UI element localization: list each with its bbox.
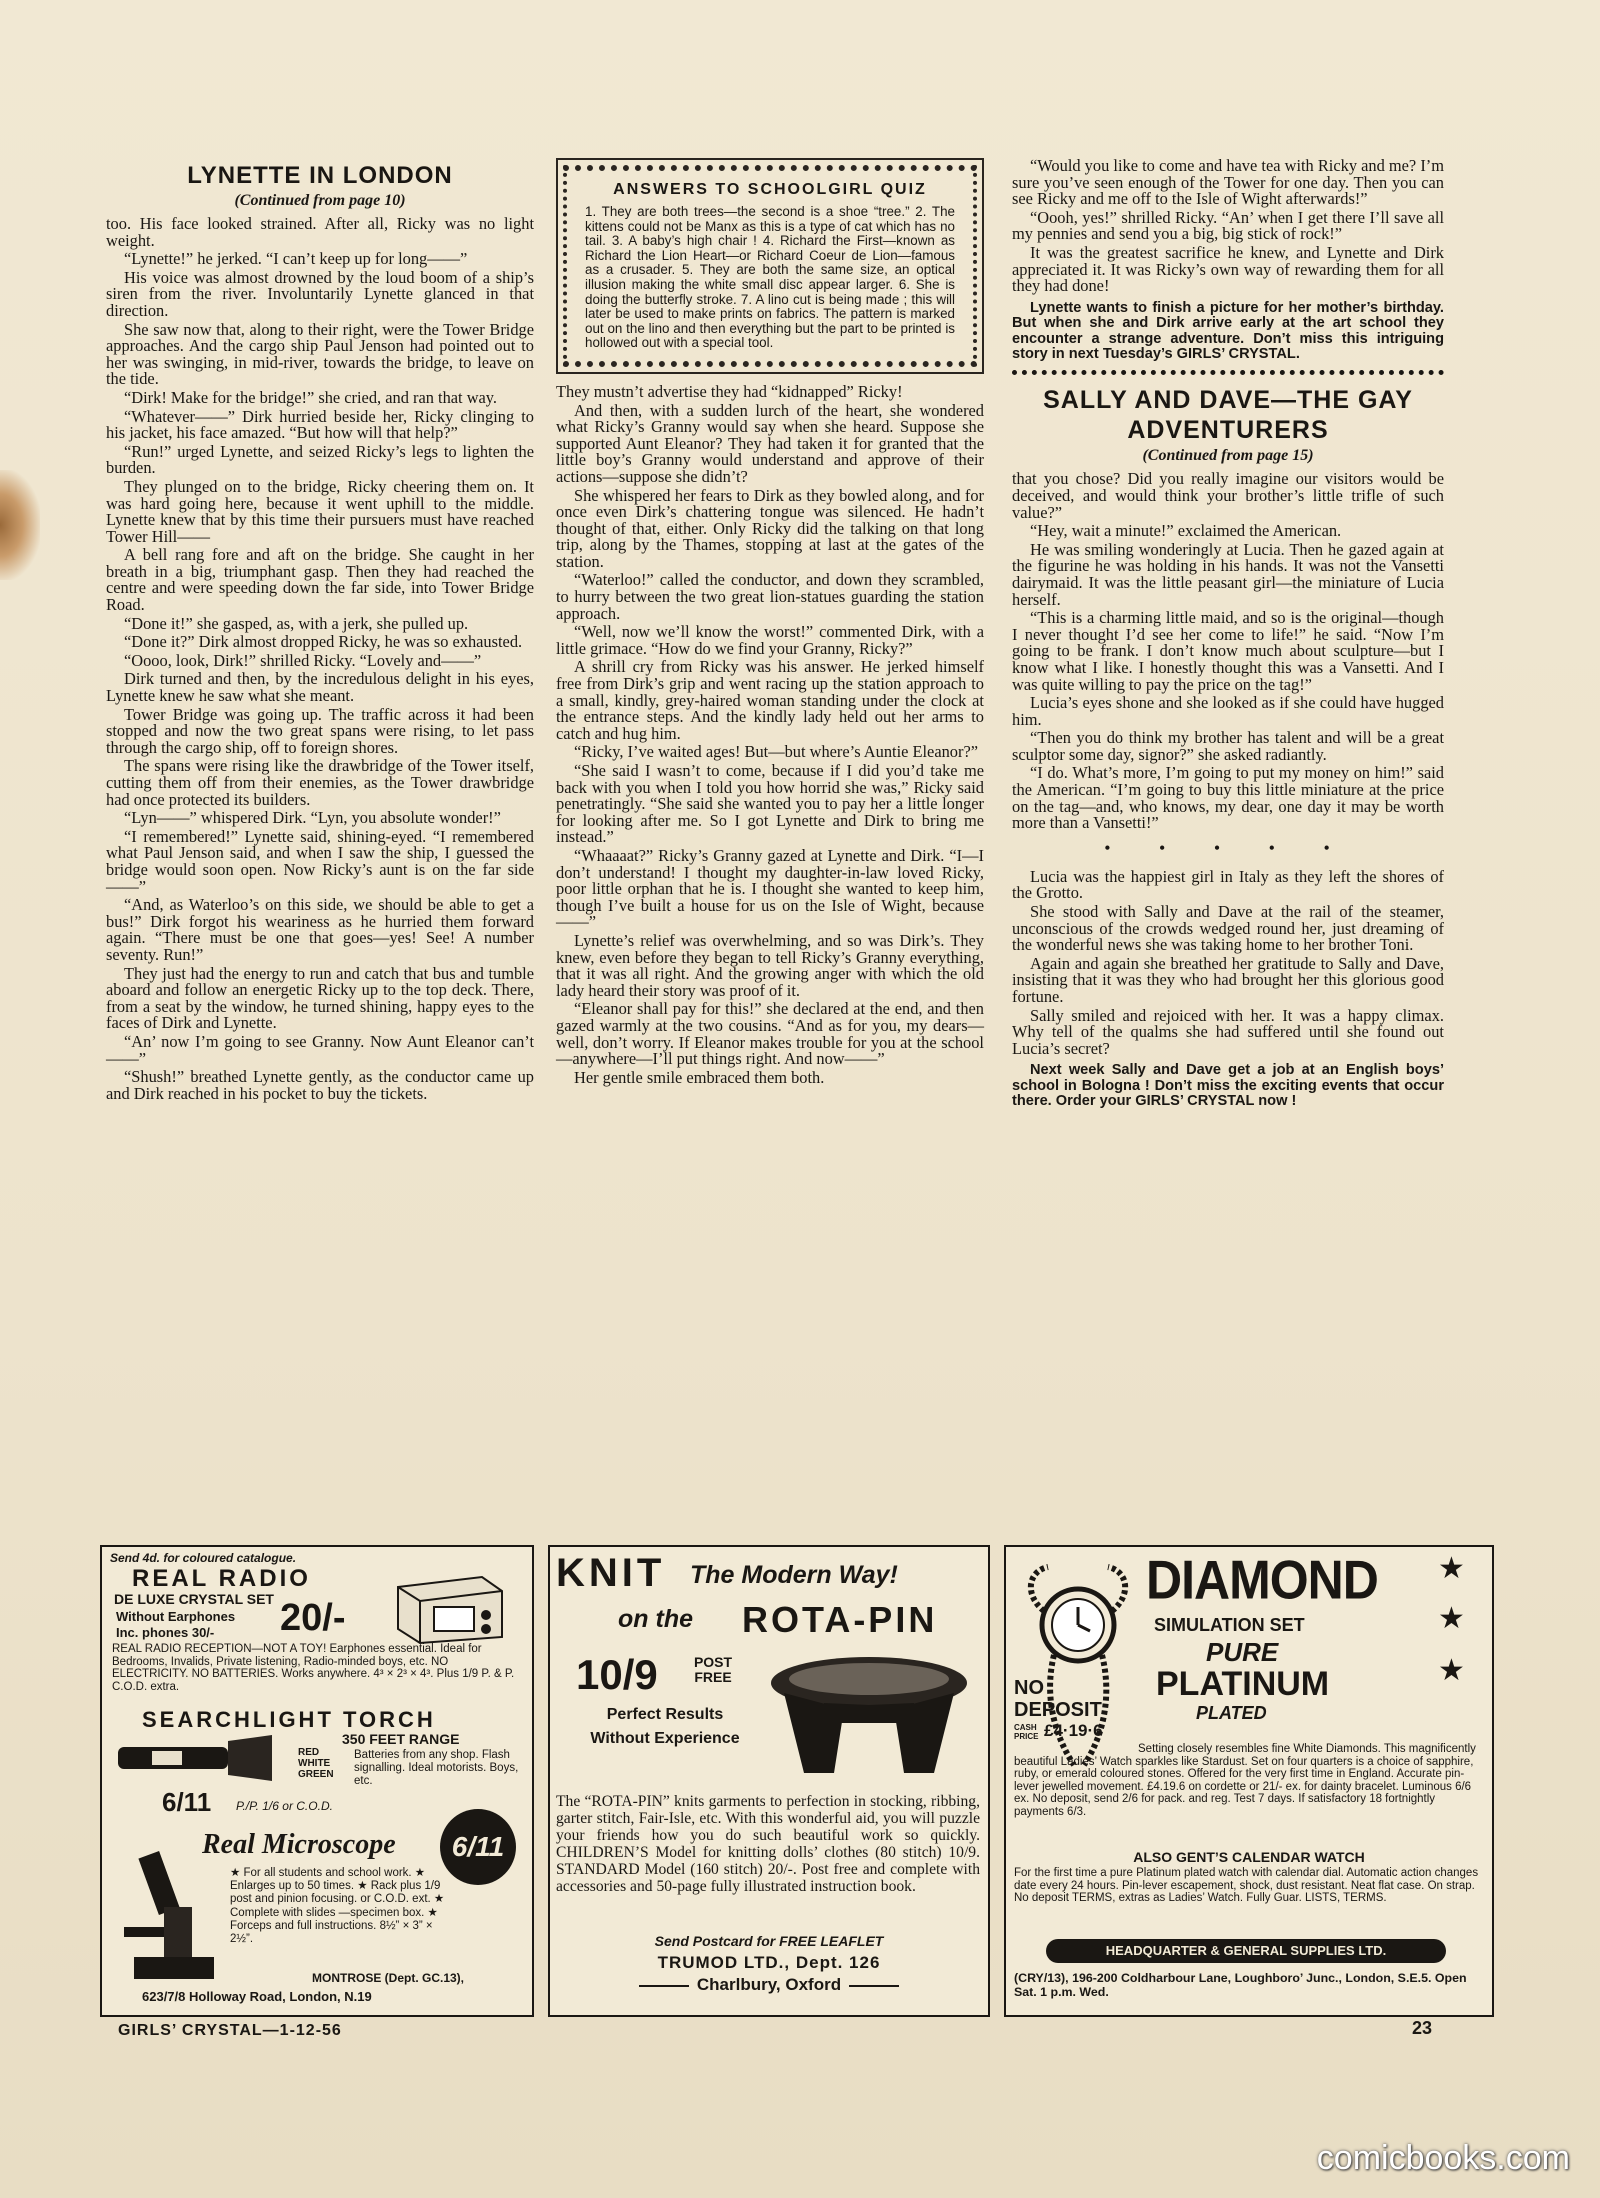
paragraph: Her gentle smile embraced them both. <box>574 1067 825 1087</box>
ad-radio-subtitle: DE LUXE CRYSTAL SET <box>114 1591 274 1607</box>
quiz-answers-box <box>556 158 984 374</box>
micro-price-badge: 6/11 <box>440 1809 516 1885</box>
ad-diamond-price: £4·19·6 <box>1044 1721 1103 1740</box>
ad-montrose-company: MONTROSE (Dept. GC.13), <box>312 1971 465 1985</box>
ad-montrose <box>100 1545 534 2017</box>
paragraph: He was smiling wonderingly at Lucia. Then he gazed again at the figurine he was holding in his hands. It was not the Vansetti dairymaid. It was the little peasant girl—the miniature of Lucia herself. <box>1012 539 1444 609</box>
paragraph: “Ricky, I’ve waited ages! But—but where’s Auntie Eleanor?” <box>574 742 979 762</box>
story-body-sally <box>1012 471 1444 831</box>
paragraph: Tower Bridge was going up. The traffic across it had been stopped and now the two great spans were rising, to let pass through the cargo ship, off to foreign shores. <box>106 704 534 757</box>
ad-diamond-cash: CASH PRICE <box>1014 1723 1039 1741</box>
continued-note: (Continued from page 10) <box>234 192 406 209</box>
paragraph: And then, with a sudden lurch of the heart, she wondered what Ricky’s Granny would say when she heard. Suppose she supported Aunt Eleanor? They had taken it for granted that the little boy’s Granny would understand and approve of their actions—suppose she didn’t? <box>556 400 984 486</box>
paragraph: They just had the energy to run and catch that bus and tumble aboard and follow an energetic Ricky up to the top deck. There, from a seat by the window, he turned shining, happy eyes to the faces of Dirk and Lynette. <box>106 963 534 1033</box>
paragraph: “Done it?” Dirk almost dropped Ricky, he was so exhausted. <box>124 632 523 652</box>
page-number: 23 <box>1412 2018 1433 2038</box>
ad-knit-sub: Perfect Results Without Experience <box>590 1706 740 1747</box>
paragraph: Lynette’s relief was overwhelming, and so was Dirk’s. They knew, even before they began to tell Ricky’s Granny everything, that it was all right. And the growing anger with which the old lady heard their story was proof of it. <box>556 930 984 1000</box>
ad-diamond-sub1: SIMULATION SET <box>1154 1615 1305 1635</box>
ad-diamond-watch <box>1004 1545 1494 2017</box>
paragraph: Lucia was the happiest girl in Italy as they left the shores of the Grotto. <box>1012 866 1444 903</box>
story-body-lynette <box>106 216 534 1102</box>
sally-next-week: Next week Sally and Dave get a job at an English boys’ school in Bologna ! Don’t miss the exciting events that occur there. Order your GIRLS’ CRYSTAL now ! <box>1012 1062 1444 1110</box>
paragraph: A shrill cry from Ricky was his answer. He jerked himself free from Dirk’s grip and went racing up the station approach to a small, kindly, grey-haired woman standing under the clock at the entrance steps. And the kindly lady held out her arms to catch and hug him. <box>556 657 984 743</box>
story-title-sally: SALLY AND DAVE—THE GAY ADVENTURERS <box>1043 386 1413 445</box>
quiz-title: ANSWERS TO SCHOOLGIRL QUIZ <box>613 181 927 198</box>
ad-diamond-sub4: PLATED <box>1196 1703 1267 1723</box>
advertisements <box>100 1545 1490 2013</box>
paragraph: “Done it!” she gasped, as, with a jerk, she pulled up. <box>124 613 469 633</box>
paragraph: She whispered her fears to Dirk as they bowled along, and for once even Dirk’s chattering tongue was silenced. He hadn’t thought of that, either. Only Ricky did the talking on that long trip, along by the Thames, stopping at last at the gates of the station. <box>556 485 984 571</box>
paragraph: His voice was almost drowned by the loud boom of a ship’s siren from the river. Involuntarily Lynette glanced in that direction. <box>106 267 534 320</box>
ad-radio-price: 20/- <box>280 1597 346 1639</box>
paragraph: “Hey, wait a minute!” exclaimed the American. <box>1030 521 1342 541</box>
paragraph: Sally smiled and rejoiced with her. It was a happy climax. Why tell of the qualms she had suffered until she found out Lucia’s secret? <box>1012 1005 1444 1058</box>
paragraph: She stood with Sally and Dave at the rail of the steamer, unconscious of the crowds wedged round her, just dreaming of the wonderful news she was taking home to her brother Toni. <box>1012 902 1444 955</box>
paragraph: She saw now that, along to their right, were the Tower Bridge approaches. And the cargo ship Paul Jenson had pointed out to her was swinging, in mid-river, towards the bridge, to leave on the tide. <box>106 319 534 389</box>
paragraph: “Oooo, look, Dirk!” shrilled Ricky. “Lovely and——” <box>124 650 482 670</box>
ad-rota-pin <box>548 1545 990 2017</box>
ad-montrose-address: 623/7/8 Holloway Road, London, N.19 <box>142 1989 372 2004</box>
ad-torch-title: SEARCHLIGHT TORCH <box>142 1707 436 1732</box>
ad-diamond-gents-body: For the first time a pure Platinum plated watch with calendar dial. Automatic action changes date every 24 hours. Pin-lever escapement, shock, dust resistant. Neat flat case. On strap. No deposit TERMS, extras as Ladies’ Watch. Fully Guar. LISTS, TERMS. <box>1014 1867 1479 1905</box>
paragraph: “Lynette!” he jerked. “I can’t keep up for long——” <box>124 249 468 269</box>
paragraph: They mustn’t advertise they had “kidnapped” Ricky! <box>556 381 903 401</box>
ad-knit-title: KNIT <box>556 1551 666 1595</box>
paragraph: “She said I wasn’t to come, because if I did you’d take me back with you when I told you how horrid she was,” Ricky said penetratingly. “She said she wanted you to pay her a little longer for looking after me. So I got Lynette and Dirk to bring me instead.” <box>556 761 984 847</box>
star-icon: ★ <box>1438 1602 1465 1635</box>
watch-icon <box>1014 1555 1144 1775</box>
ad-knit-postfree: POST FREE <box>693 1654 733 1685</box>
ad-diamond-address: (CRY/13), 196-200 Coldharbour Lane, Loughboro’ Junc., London, S.E.5. Open Sat. 1 p.m. Wed. <box>1014 1971 1467 1999</box>
ad-micro-body: ★ For all students and school work. ★ Enlarges up to 50 times. ★ Rack plus 1/9 post and pinion focusing. or C.O.D. ext. ★ Complete with slides —specimen box. ★ Forceps and full instructions. 8½” × 3” × 2½”. <box>230 1867 445 1946</box>
ad-diamond-title: DIAMOND <box>1146 1549 1378 1611</box>
issue-footer: GIRLS’ CRYSTAL—1-12-56 <box>118 2022 342 2039</box>
ad-radio-body: REAL RADIO RECEPTION—NOT A TOY! Earphones essential. Ideal for Bedrooms, Invalids, Private listening, Radio-minded boys, etc. NO ELECTRICITY. NO BATTERIES. Works anywhere. 4³ × 2³ × 4³. Plus 1/9 P. & P. C.O.D. extra. <box>112 1643 515 1693</box>
ad-knit-tag1: The Modern Way! <box>690 1561 898 1589</box>
paragraph: “This is a charming little maid, and so is the original—though I never thought I’d see her come to life!” he said. “Now I’m going to be frank. I don’t know much about sculpture—but I know what I like. I honestly thought this was a Vansetti. And I was quite willing to pay the price on the tag!” <box>1012 608 1444 694</box>
paragraph: “Would you like to come and have tea with Ricky and me? I’m sure you’ve seen enough of the Tower for one day. Then you can see Ricky and me off to the Isle of Wight afterwards!” <box>1012 156 1444 209</box>
ad-diamond-gents-title: ALSO GENT’S CALENDAR WATCH <box>1133 1849 1365 1865</box>
paragraph: “Run!” urged Lynette, and seized Ricky’s legs to lighten the burden. <box>106 441 534 478</box>
quiz-text: 1. They are both trees—the second is a shoe “tree.” 2. The kittens could not be Manx as this is a type of cat which has no tail. 3. A baby’s high chair ! 4. Richard the First—known as Richard the Lion Heart—or Richard Coeur de Lion—famous as a crusader. 5. They are both the same size, an optical illusion making the white small disc appear larger. 6. She is doing the butterfly stroke. 7. A lino cut is being made ; this will later be used to make prints on fabrics. The pattern is marked out on the lino and then everything but the part to be printed is hollowed out with a special tool. <box>585 204 955 351</box>
ad-torch-range: 350 FEET RANGE <box>342 1731 460 1747</box>
ad-torch-price: 6/11 <box>162 1787 212 1817</box>
paragraph: “Whatever——” Dirk hurried beside her, Ricky clinging to his jacket, his face amazed. “But how will that help?” <box>106 406 534 443</box>
ad-diamond-sub2: PURE <box>1206 1637 1279 1667</box>
paragraph: “Waterloo!” called the conductor, and down they scrambled, to hurry between the two great lion-statues guarding the station approach. <box>556 570 984 623</box>
ad-diamond-nodeposit: NO DEPOSIT <box>1014 1677 1102 1721</box>
paragraph: “I remembered!” Lynette said, shining-eyed. “I remembered what Paul Jenson said, and when I saw the ship, I guessed the bridge would soon open. Now Ricky’s aunt is on the far side——” <box>106 826 534 896</box>
paragraph: A bell rang fore and aft on the bridge. She caught in her breath in a big, triumphant gasp. Then they had reached the centre and were speeding down the far side, into Tower Bridge Road. <box>106 545 534 615</box>
star-icon: ★ <box>1438 1552 1465 1585</box>
ad-knit-postcard: Send Postcard for FREE LEAFLET <box>654 1933 884 1949</box>
paper-stain <box>0 470 40 580</box>
story-body-sally-end <box>1012 866 1444 1058</box>
ad-knit-company: TRUMOD LTD., Dept. 126 <box>657 1953 881 1972</box>
ad-knit-price: 10/9 <box>576 1651 658 1698</box>
torch-icon <box>112 1733 292 1783</box>
ad-diamond-company: HEADQUARTER & GENERAL SUPPLIES LTD. <box>1046 1939 1446 1963</box>
torch-colors: RED WHITE GREEN <box>298 1747 334 1780</box>
paragraph: “Whaaaat?” Ricky’s Granny gazed at Lynette and Dirk. “I—I don’t understand! I thought my daughter-in-law loved Ricky, poor little orphan that he is. I thought she wanted to keep him, though I’ve built a house for us on the Isle of Wight, because——” <box>556 845 984 932</box>
lynette-next-week: Lynette wants to finish a picture for her mother’s birthday. But when she and Dirk arrive early at the art school they encounter a strange adventure. Don’t miss this intriguing story in next Tuesday’s GIRLS’ CRYSTAL. <box>1012 299 1444 362</box>
watermark: comicbooks.com <box>1316 2139 1570 2177</box>
paragraph: Dirk turned and then, by the incredulous delight in his eyes, Lynette knew he saw what she meant. <box>106 669 534 706</box>
column-2 <box>556 158 984 1088</box>
paragraph: “And, as Waterloo’s on this side, we should be able to get a bus!” Dirk forgot his weariness as he hurried them forward again. “There must be one that goes—yes! See! A number seventy. Run!” <box>106 895 534 964</box>
ad-knit-body: The “ROTA-PIN” knits garments to perfection in stocking, ribbing, garter stitch, Fair-Isle, etc. With this wonderful aid, you will puzzle your friends how you do such beautiful work so quickly. CHILDREN’S Model for knitting dolls’ clothes (80 stitch) 10/9. STANDARD Model (160 stitch) 20/-. Post free and complete with accessories and 50-page fully illustrated instruction book. <box>556 1793 980 1895</box>
paragraph: “Lyn——” whispered Dirk. “Lyn, you absolute wonder!” <box>124 808 501 828</box>
paragraph: that you chose? Did you really imagine our visitors would be deceived, and would think your brother’s little trifle of such value?” <box>1012 469 1444 522</box>
ad-torch-pp: P./P. 1/6 or C.O.D. <box>236 1799 333 1813</box>
paragraph: “Shush!” breathed Lynette gently, as the conductor came up and Dirk reached in his pocket to buy the tickets. <box>106 1067 534 1103</box>
column-3 <box>1012 158 1444 1112</box>
microscope-icon <box>114 1847 224 1987</box>
story-body-lynette-cont <box>556 381 984 1087</box>
paragraph: “Dirk! Make for the bridge!” she cried, and ran that way. <box>124 387 498 407</box>
paragraph: It was the greatest sacrifice he knew, and Lynette and Dirk appreciated it. It was Ricky’s own way of rewarding them for all they had done! <box>1012 242 1444 296</box>
ad-torch-body: Batteries from any shop. Flash signalling. Ideal motorists. Boys, etc. <box>354 1749 519 1787</box>
ad-diamond-sub3: PLATINUM <box>1156 1665 1330 1703</box>
ad-radio-line1: Without Earphones <box>116 1609 236 1624</box>
story-title-lynette: LYNETTE IN LONDON <box>187 162 453 189</box>
radio-set-icon <box>390 1567 510 1647</box>
continued-note-sally: (Continued from page 15) <box>1142 447 1314 465</box>
ad-knit-town: Charlbury, Oxford <box>550 1975 988 1995</box>
dotted-divider <box>1012 370 1444 375</box>
paragraph: “I do. What’s more, I’m going to put my money on him!” said the American. “I’m going to buy this little miniature at the price on the tag—and, who knows, my dear, one day it may be worth more than a Vansetti!” <box>1012 763 1444 833</box>
paragraph: Again and again she breathed her gratitude to Sally and Dave, insisting that it was they who had brought her this glorious good fortune. <box>1012 953 1444 1006</box>
paragraph: “Eleanor shall pay for this!” she declared at the end, and then gazed warmly at the two cousins. “And as for you, my dears—well, don’t worry. If Eleanor makes trouble for you at the school—anywhere—I’ll put things right. And now——” <box>556 999 984 1069</box>
ad-knit-brand: ROTA-PIN <box>742 1599 938 1640</box>
paragraph: Lucia’s eyes shone and she looked as if she could have hugged him. <box>1012 693 1444 729</box>
paragraph: too. His face looked strained. After all, Ricky was no light weight. <box>106 214 534 250</box>
paragraph: “An’ now I’m going to see Granny. Now Aunt Eleanor can’t——” <box>106 1031 534 1068</box>
ad-knit-tag2: on the <box>618 1605 693 1633</box>
paragraph: “Oooh, yes!” shrilled Ricky. “An’ when I get there I’ll save all my pennies and send you a big, big stick of rock!” <box>1012 207 1444 244</box>
paragraph: “Well, now we’ll know the worst!” commented Dirk, with a little grimace. “How do we find your Granny, Ricky?” <box>556 622 984 658</box>
ad-catalogue-note: Send 4d. for coloured catalogue. <box>110 1551 297 1565</box>
column-1 <box>106 158 534 1104</box>
section-break: • • • • • <box>1104 837 1352 858</box>
paragraph: They plunged on to the bridge, Ricky cheering them on. It was hard going here, because it went uphill to the middle. Lynette knew that by this time their pursuers must have reached Tower Hill—— <box>106 476 534 546</box>
paragraph: The spans were rising like the drawbridge of the Tower itself, cutting them off from their enemies, as the Tower drawbridge had once protected its builders. <box>106 756 534 809</box>
ad-micro-title: Real Microscope <box>202 1829 396 1860</box>
story-body-lynette-end <box>1012 158 1444 295</box>
ad-radio-line2: Inc. phones 30/- <box>116 1625 215 1640</box>
paragraph: “Then you do think my brother has talent and will be a great sculptor some day, signor?” she asked radiantly. <box>1012 728 1444 764</box>
star-icon: ★ <box>1438 1654 1465 1687</box>
rota-pin-icon <box>764 1643 974 1793</box>
ad-diamond-body: Setting closely resembles fine White Diamonds. This magnificently beautiful Ladies’ Watch sparkles like Stardust. Set on four quarters is a choice of sapphire, ruby, or emerald coloured stones. Offered for the very first time in England. Accurate pin-lever jewelled movement. £4.19.6 on cordette or 21/- ex. for dainty bracelet. Luminous 6/6 ex. No deposit, send 2/6 for pack. and reg. Test 7 days. If satisfactory 18 fortnightly payments 6/3. <box>1014 1743 1476 1818</box>
ad-radio-title: REAL RADIO <box>132 1565 311 1592</box>
